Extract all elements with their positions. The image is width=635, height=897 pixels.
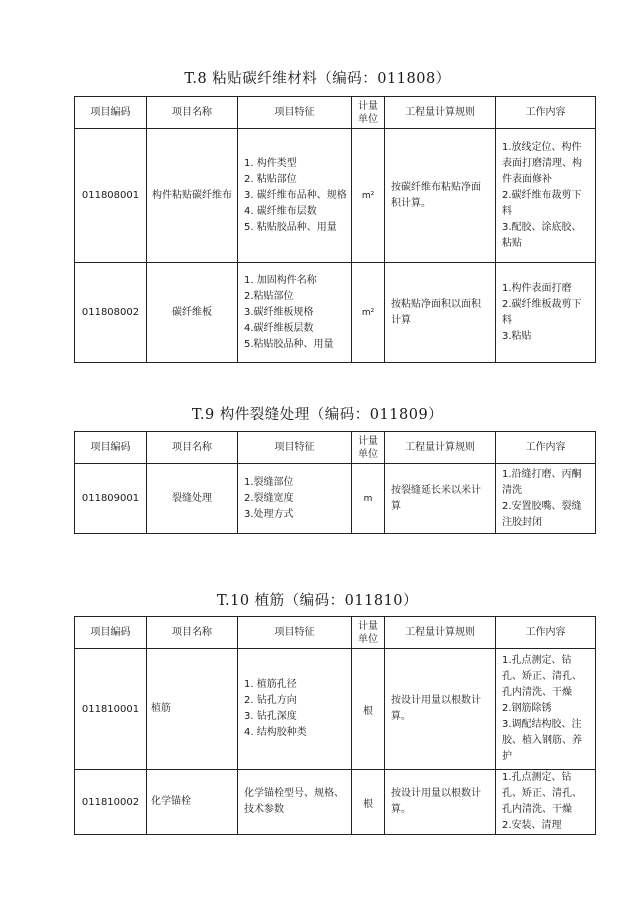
work-list bbox=[496, 140, 595, 252]
header-name: 项目名称 bbox=[147, 432, 238, 464]
item-rule: 按设计用量以根数计算。 bbox=[391, 695, 481, 722]
feature-item: 3.处理方式 bbox=[244, 508, 294, 520]
work-item: 1.构件表面打磨 bbox=[502, 282, 572, 294]
work-item: 3.配胶、涂底胶、粘贴 bbox=[502, 221, 582, 249]
feature-item: 1. 植筋孔径 bbox=[244, 679, 297, 690]
header-features: 项目特征 bbox=[238, 97, 352, 129]
table-t9 bbox=[74, 431, 596, 534]
header-code: 项目编码 bbox=[75, 97, 147, 129]
header-rule: 工程量计算规则 bbox=[385, 617, 496, 649]
feature-item: 4. 结构胶种类 bbox=[244, 727, 307, 738]
work-list bbox=[496, 770, 595, 834]
work-item: 2.安装、清理 bbox=[502, 820, 562, 831]
header-unit: 计量 单位 bbox=[352, 97, 385, 129]
feature-item: 2. 粘贴部位 bbox=[244, 173, 297, 185]
feature-item: 3.碳纤维板规格 bbox=[244, 306, 314, 318]
header-name: 项目名称 bbox=[147, 617, 238, 649]
table-row bbox=[75, 129, 596, 263]
work-item: 1.孔点测定、钻孔、矫正、清孔、孔内清洗、干燥 bbox=[502, 772, 582, 815]
feature-item: 1. 构件类型 bbox=[244, 157, 297, 169]
item-name: 化学锚栓 bbox=[151, 796, 191, 807]
work-item: 2.碳纤维板裁剪下料 bbox=[502, 298, 582, 326]
feature-item: 3. 钻孔深度 bbox=[244, 711, 297, 722]
header-features: 项目特征 bbox=[238, 432, 352, 464]
work-item: 1.沿缝打磨、丙酮清洗 bbox=[502, 468, 582, 496]
header-work: 工作内容 bbox=[496, 432, 596, 464]
header-code: 项目编码 bbox=[75, 617, 147, 649]
feature-list bbox=[238, 475, 351, 523]
item-unit: m bbox=[352, 464, 385, 534]
item-rule: 按粘贴净面积以面积计算 bbox=[391, 298, 481, 326]
item-unit: m² bbox=[352, 129, 385, 263]
header-rule: 工程量计算规则 bbox=[385, 432, 496, 464]
feature-item: 2.粘贴部位 bbox=[244, 290, 294, 302]
feature-list bbox=[238, 156, 351, 236]
item-unit: 根 bbox=[352, 649, 385, 770]
section-title-t10: T.10 植筋（编码：011810） bbox=[216, 593, 419, 609]
work-list bbox=[496, 281, 595, 345]
header-unit: 计量 单位 bbox=[352, 432, 385, 464]
table-header-row bbox=[75, 432, 596, 464]
section-title-t9: T.9 构件裂缝处理（编码：011809） bbox=[191, 407, 444, 423]
header-unit: 计量 单位 bbox=[352, 617, 385, 649]
item-code: 011809001 bbox=[75, 464, 147, 534]
feature-item: 5. 粘贴胶品种、用量 bbox=[244, 221, 337, 233]
item-name: 裂缝处理 bbox=[172, 492, 212, 504]
feature-item: 2.裂缝宽度 bbox=[244, 492, 294, 504]
feature-list bbox=[238, 677, 351, 741]
header-features: 项目特征 bbox=[238, 617, 352, 649]
work-list bbox=[496, 467, 595, 531]
header-name: 项目名称 bbox=[147, 97, 238, 129]
item-rule: 按碳纤维布粘贴净面积计算。 bbox=[391, 181, 481, 209]
item-code: 011810002 bbox=[75, 770, 147, 835]
item-unit: m² bbox=[352, 263, 385, 363]
feature-list bbox=[238, 786, 351, 818]
feature-item: 4. 碳纤维布层数 bbox=[244, 205, 317, 217]
header-code: 项目编码 bbox=[75, 432, 147, 464]
work-item: 2.安置胶嘴、裂缝注胶封闭 bbox=[502, 500, 582, 528]
feature-item: 2. 钻孔方向 bbox=[244, 695, 297, 706]
section-title-t8: T.8 粘贴碳纤维材料（编码：011808） bbox=[184, 71, 451, 87]
feature-item: 5.粘贴胶品种、用量 bbox=[244, 338, 334, 350]
work-item: 3.调配结构胶、注胶、植入钢筋、养护 bbox=[502, 719, 582, 762]
table-t10 bbox=[74, 616, 596, 835]
header-work: 工作内容 bbox=[496, 97, 596, 129]
item-code: 011808001 bbox=[75, 129, 147, 263]
header-rule: 工程量计算规则 bbox=[385, 97, 496, 129]
item-name: 碳纤维板 bbox=[172, 306, 212, 318]
item-code: 011808002 bbox=[75, 263, 147, 363]
work-item: 2.碳纤维布裁剪下料 bbox=[502, 189, 582, 217]
feature-item: 4.碳纤维板层数 bbox=[244, 322, 314, 334]
work-item: 1.孔点测定、钻孔、矫正、清孔、孔内清洗、干燥 bbox=[502, 655, 582, 698]
header-work: 工作内容 bbox=[496, 617, 596, 649]
work-item: 3.粘贴 bbox=[502, 330, 532, 342]
item-code: 011810001 bbox=[75, 649, 147, 770]
feature-item: 3. 碳纤维布品种、规格 bbox=[244, 189, 347, 201]
table-row bbox=[75, 464, 596, 534]
table-header-row bbox=[75, 97, 596, 129]
item-rule: 按裂缝延长米以米计算 bbox=[391, 484, 481, 512]
table-row bbox=[75, 649, 596, 770]
work-item: 2.钢筋除锈 bbox=[502, 703, 552, 714]
work-list bbox=[496, 653, 595, 765]
item-rule: 按设计用量以根数计算。 bbox=[391, 788, 481, 815]
item-name: 构件粘贴碳纤维布 bbox=[152, 189, 232, 201]
item-unit: 根 bbox=[352, 770, 385, 835]
feature-item: 1.裂缝部位 bbox=[244, 476, 294, 488]
feature-item: 化学锚栓型号、规格、技术参数 bbox=[244, 788, 344, 815]
item-name: 植筋 bbox=[151, 703, 171, 714]
feature-item: 1. 加固构件名称 bbox=[244, 274, 317, 286]
work-item: 1.放线定位、构件表面打磨清理、构件表面修补 bbox=[502, 141, 582, 185]
table-header-row bbox=[75, 617, 596, 649]
table-row bbox=[75, 263, 596, 363]
feature-list bbox=[238, 273, 351, 353]
table-row bbox=[75, 770, 596, 835]
table-t8 bbox=[74, 96, 596, 363]
